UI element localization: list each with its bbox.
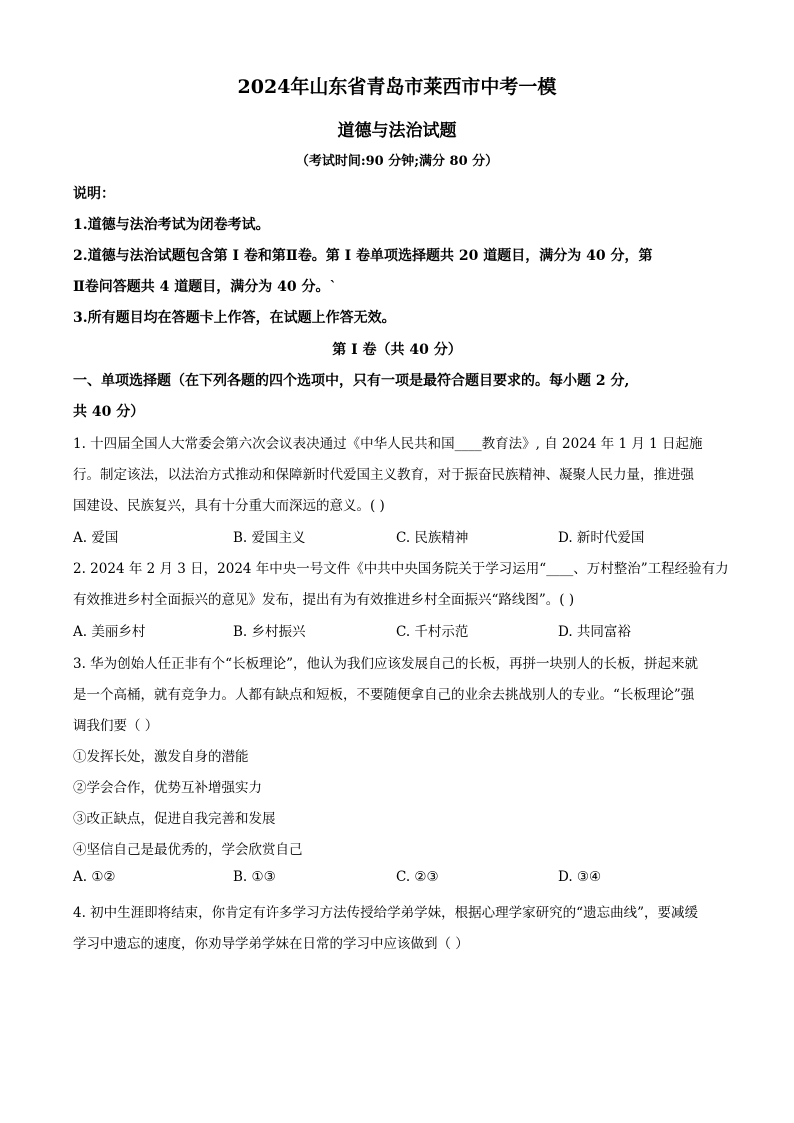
question-3-statement: ②学会合作，优势互补增强实力 [73, 780, 262, 796]
question-3-text: 调我们要（ ） [73, 718, 159, 734]
question-3-text: 是一个高桶，就有竞争力。人都有缺点和短板，不要随便拿自己的业余去挑战别人的专业。“长板理论”强 [73, 687, 695, 703]
exam-title: 2024年山东省青岛市莱西市中考一模 [237, 76, 557, 98]
question-3-statement: ①发挥长处，激发自身的潜能 [73, 749, 249, 765]
instruction-item: Ⅱ卷问答题共 4 道题目，满分为 40 分。` [73, 279, 337, 295]
question-1-text: 1. 十四届全国人大常委会第六次会议表决通过《中华人民共和国____教育法》, 自 2024 年 1 月 1 日起施 [73, 436, 703, 452]
question-3-option-b: B. ①③ [233, 869, 276, 885]
question-1-text: 国建设、民族复兴，具有十分重大而深远的意义。( ) [73, 498, 385, 514]
question-1-option-d: D. 新时代爱国 [558, 530, 645, 546]
question-4-text: 4. 初中生涯即将结束，你肯定有许多学习方法传授给学弟学妹，根据心理学家研究的“遗忘曲线”，要减缓 [73, 905, 698, 921]
instruction-item: 1.道德与法治考试为闭卷考试。 [73, 217, 270, 233]
question-2-option-c: C. 千村示范 [396, 624, 469, 640]
instruction-item: 3.所有题目均在答题卡上作答，在试题上作答无效。 [73, 310, 396, 326]
question-2-option-d: D. 共同富裕 [558, 624, 631, 640]
volume-title: 第 Ⅰ 卷（共 40 分） [332, 342, 462, 358]
instruction-item: 2.道德与法治试题包含第 Ⅰ 卷和第Ⅱ卷。第 Ⅰ 卷单项选择题共 20 道题目，满分为 40 分，第 [73, 248, 653, 264]
question-3-option-c: C. ②③ [396, 869, 439, 885]
subject-title: 道德与法治试题 [337, 121, 457, 141]
exam-info: （考试时间:90 分钟;满分 80 分） [295, 154, 499, 169]
question-2-option-a: A. 美丽乡村 [73, 624, 146, 640]
question-2-text: 有效推进乡村全面振兴的意见》发布，提出有为有效推进乡村全面振兴“路线图”。( ) [73, 592, 575, 608]
part-title: 一、单项选择题（在下列各题的四个选项中，只有一项是最符合题目要求的。每小题 2 分, [73, 373, 630, 389]
question-1-option-a: A. 爱国 [73, 530, 119, 546]
question-1-option-b: B. 爱国主义 [233, 530, 306, 546]
question-3-text: 3. 华为创始人任正非有个“长板理论”，他认为我们应该发展自己的长板，再拼一块别人的长板，拼起来就 [73, 656, 698, 672]
question-4-text: 学习中遗忘的速度，你劝导学弟学妹在日常的学习中应该做到（ ） [73, 936, 469, 952]
question-1-text: 行。制定该法，以法治方式推动和保障新时代爱国主义教育，对于振奋民族精神、凝聚人民力量，推进强 [73, 467, 694, 483]
question-3-statement: ④坚信自己是最优秀的，学会欣赏自己 [73, 842, 303, 858]
question-3-option-a: A. ①② [73, 869, 116, 885]
question-2-text: 2. 2024 年 2 月 3 日，2024 年中央一号文件《中共中央国务院关于学习运用“____、万村整治”工程经验有力 [73, 561, 729, 577]
question-1-option-c: C. 民族精神 [396, 530, 469, 546]
question-3-option-d: D. ③④ [558, 869, 602, 885]
instructions-heading: 说明： [73, 186, 115, 202]
question-2-option-b: B. 乡村振兴 [233, 624, 306, 640]
question-3-statement: ③改正缺点，促进自我完善和发展 [73, 811, 276, 827]
part-title-cont: 共 40 分） [73, 404, 145, 420]
